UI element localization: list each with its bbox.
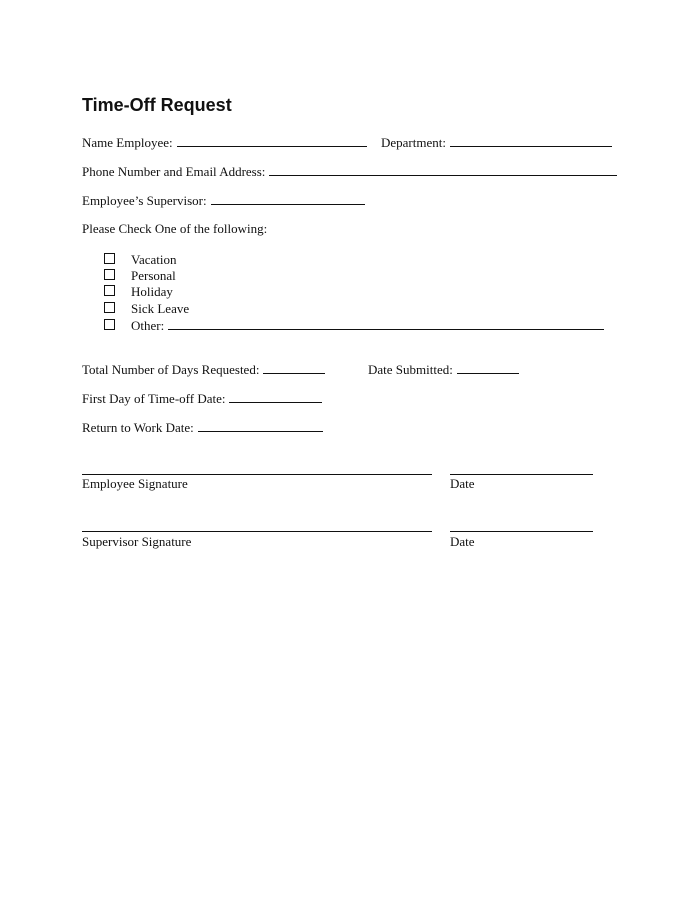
vacation-checkbox[interactable] [104,253,115,264]
department-field[interactable] [450,134,612,147]
option-holiday [104,284,173,300]
other-field[interactable] [168,317,604,330]
option-other [104,317,604,334]
phone-email-field[interactable] [269,163,617,176]
supervisor-field[interactable] [211,192,365,205]
phone-email-row [82,163,617,180]
date-submitted-label: Date Submitted: [368,362,453,377]
name-employee-field[interactable] [177,134,367,147]
total-days-field[interactable] [263,361,325,374]
phone-email-label: Phone Number and Email Address: [82,164,266,179]
employee-signature-label: Employee Signature [82,476,188,491]
supervisor-label: Employee’s Supervisor: [82,193,207,208]
employee-date-line[interactable] [450,474,593,475]
first-day-field[interactable] [229,390,322,403]
first-day-row [82,390,322,407]
option-label: Sick Leave [131,301,190,316]
date-submitted-row [368,361,519,378]
supervisor-signature-label: Supervisor Signature [82,534,192,549]
personal-checkbox[interactable] [104,269,115,280]
department-label: Department: [381,135,446,150]
sick-leave-checkbox[interactable] [104,302,115,313]
supervisor-signature-line[interactable] [82,531,432,532]
return-date-field[interactable] [198,419,323,432]
other-checkbox[interactable] [104,319,115,330]
check-prompt: Please Check One of the following: [82,221,268,236]
option-sick-leave [104,301,189,317]
return-date-label: Return to Work Date: [82,420,194,435]
option-label: Vacation [131,252,177,267]
date-submitted-field[interactable] [457,361,519,374]
supervisor-date-label: Date [450,534,475,549]
option-label: Holiday [131,284,173,299]
option-label: Other: [131,318,165,333]
first-day-label: First Day of Time-off Date: [82,391,226,406]
return-date-row [82,419,323,436]
page-title: Time-Off Request [82,95,232,115]
name-employee-label: Name Employee: [82,135,173,150]
supervisor-date-line[interactable] [450,531,593,532]
total-days-label: Total Number of Days Requested: [82,362,260,377]
name-employee-row [82,134,367,151]
supervisor-row [82,192,365,209]
holiday-checkbox[interactable] [104,285,115,296]
total-days-row [82,361,325,378]
option-vacation [104,252,176,268]
employee-date-label: Date [450,476,475,491]
employee-signature-line[interactable] [82,474,432,475]
option-label: Personal [131,268,176,283]
department-row [381,134,612,151]
option-personal [104,268,176,284]
